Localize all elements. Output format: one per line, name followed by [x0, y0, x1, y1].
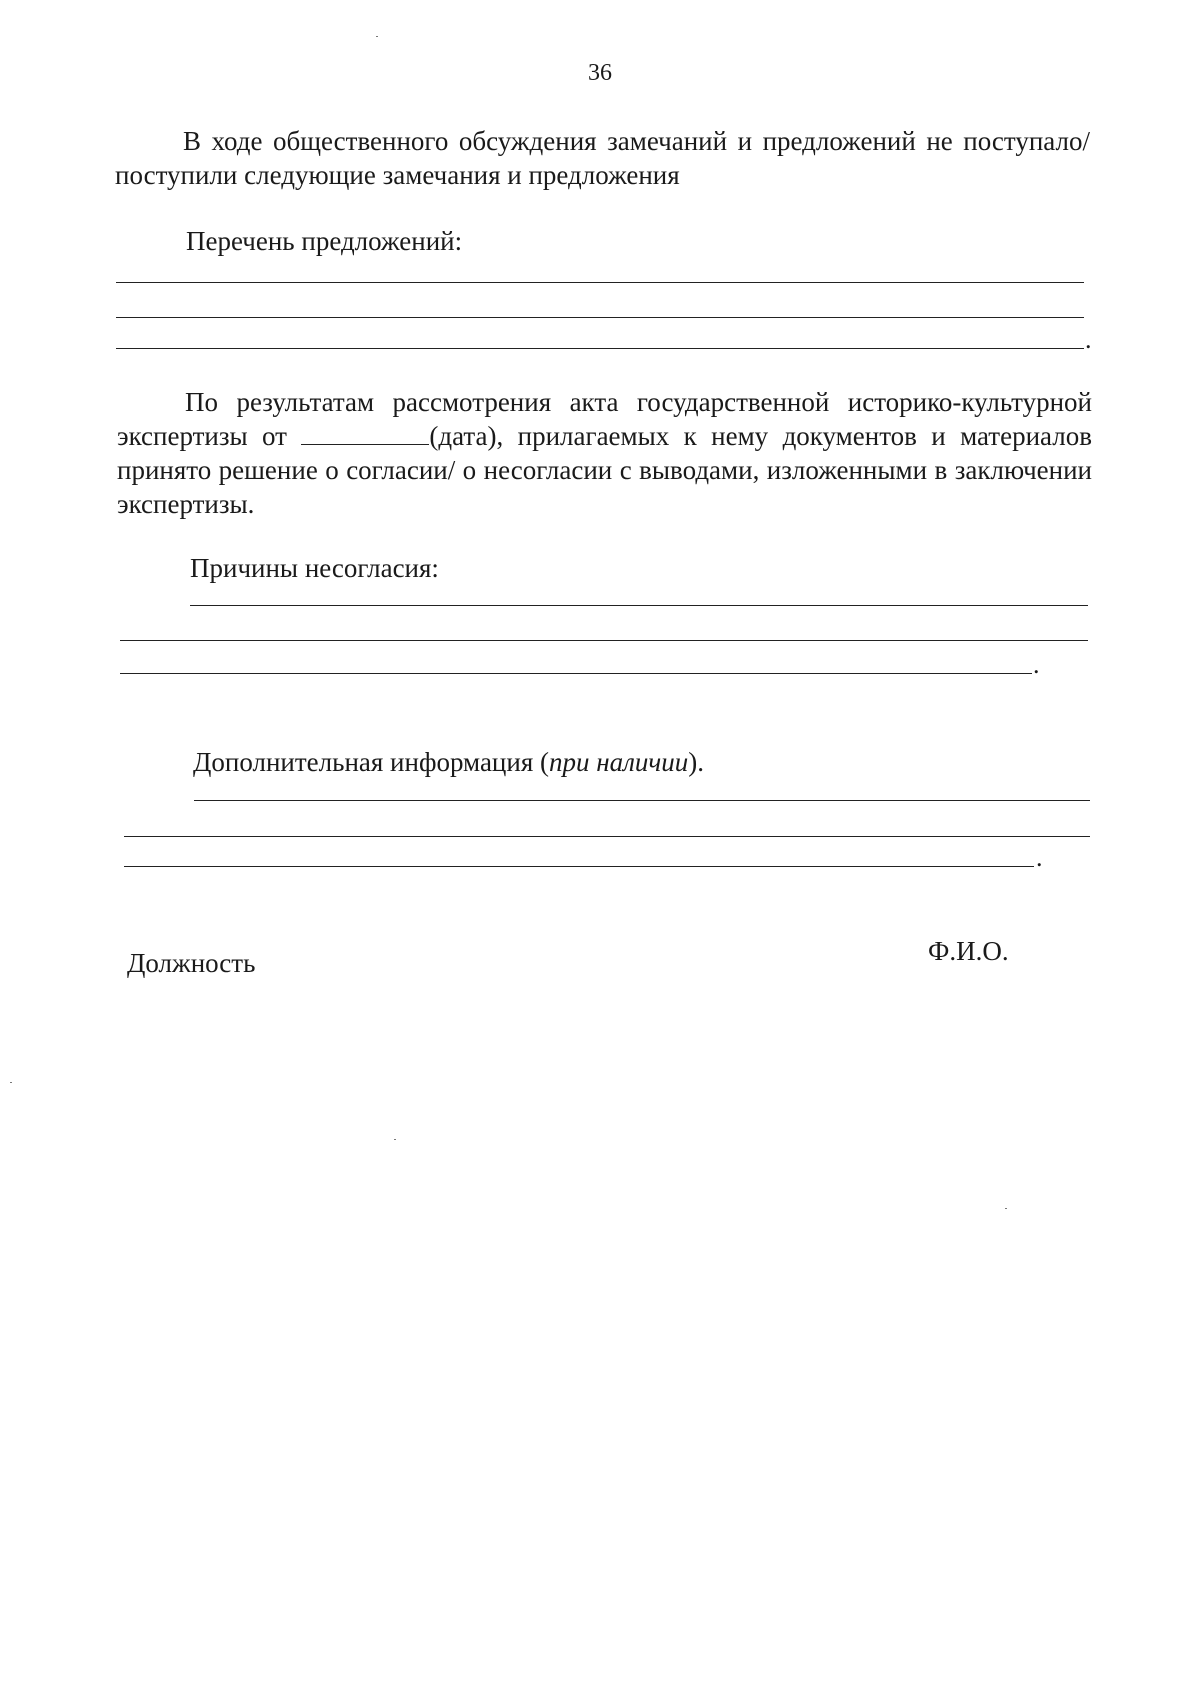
additional-label-end: ).: [688, 747, 705, 777]
proposals-line-2: [116, 317, 1084, 318]
proposals-line-3: [116, 348, 1084, 349]
reasons-end-mark: .: [1033, 650, 1040, 679]
additional-line-1: [194, 800, 1090, 801]
comments-text: В ходе общественного обсуждения замечаний и предложений не поступало/поступили следующие замечания и предложения: [115, 126, 1090, 190]
decision-text-after: (дата), прилагаемых к нему документов и материалов принято решение о согласии/ о несогласии с выводами, изложенными в заключении экспертизы.: [117, 421, 1092, 519]
scan-speck: [376, 36, 378, 37]
additional-label: [193, 745, 704, 779]
reasons-line-1: [190, 605, 1088, 606]
decision-paragraph: [117, 385, 1092, 521]
scan-speck: [10, 1082, 12, 1083]
reasons-line-2: [120, 640, 1088, 641]
additional-line-2: [124, 836, 1090, 837]
additional-end-mark: .: [1036, 843, 1043, 872]
additional-line-3: [124, 866, 1034, 867]
comments-paragraph: [115, 124, 1090, 192]
name-label: Ф.И.О.: [928, 936, 1009, 966]
decision-text-before: По результатам рассмотрения акта государственной историко-культурной экспертизы от: [117, 387, 1092, 451]
scan-speck: [394, 1139, 396, 1140]
proposals-line-1: [116, 282, 1084, 283]
page-number: 36: [588, 60, 612, 86]
date-blank: [301, 422, 429, 445]
reasons-label: Причины несогласия:: [190, 553, 439, 583]
reasons-line-3: [120, 673, 1032, 674]
additional-label-italic: при наличии: [548, 747, 689, 777]
proposals-end-mark: .: [1085, 325, 1092, 354]
additional-label-text: Дополнительная информация (: [193, 747, 549, 777]
scan-speck: [1005, 1208, 1007, 1209]
proposals-label: Перечень предложений:: [186, 226, 463, 256]
position-label: Должность: [127, 948, 256, 978]
